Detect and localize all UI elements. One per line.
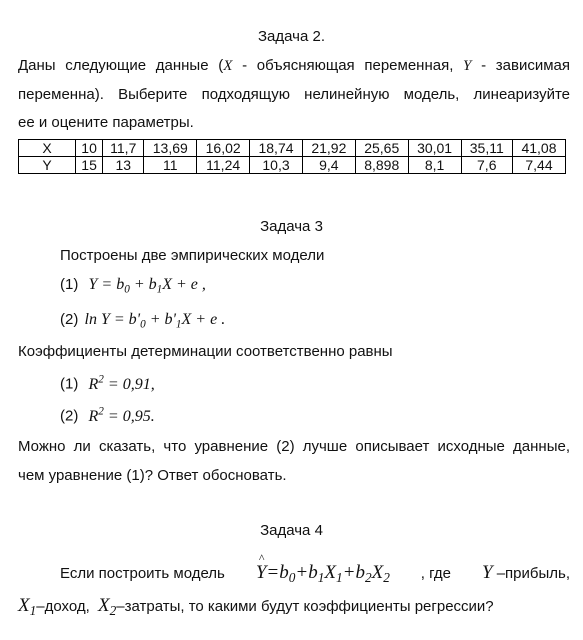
table-cell: 11 bbox=[144, 157, 197, 174]
table-cell: 7,6 bbox=[461, 157, 512, 174]
task4-line2: $X_1$–доход, $X_2$–затраты, то какими будут коэффициенты регрессии? bbox=[18, 595, 494, 618]
row-label: Y bbox=[19, 157, 76, 174]
task3-intro: Построены две эмпирических модели bbox=[60, 247, 325, 264]
task2-line1: Даны следующие данные (X - объясняющая переменная, Y - зависимая bbox=[18, 57, 570, 74]
task3-question-1: Можно ли сказать, что уравнение (2) лучше описывает исходные данные, bbox=[18, 438, 570, 455]
table-cell: 10,3 bbox=[250, 157, 303, 174]
table-cell: 11,24 bbox=[197, 157, 250, 174]
table-cell: 13,69 bbox=[144, 140, 197, 157]
table-cell: 30,01 bbox=[408, 140, 461, 157]
task4-line1: Если построить модель ^ $Y=b_0+b_1X_1+b_2X_2$ , где Y –прибыль, bbox=[60, 562, 570, 586]
table-cell: 25,65 bbox=[355, 140, 408, 157]
task2-line2: переменна). Выберите подходящую нелинейную модель, линеаризуйте bbox=[18, 86, 570, 103]
table-cell: 11,7 bbox=[103, 140, 144, 157]
table-cell: 8,1 bbox=[408, 157, 461, 174]
table-cell: 10 bbox=[76, 140, 103, 157]
model-equation: ^ $Y=b_0+b_1X_1+b_2X_2$ bbox=[256, 562, 390, 586]
table-cell: 35,11 bbox=[461, 140, 512, 157]
table-row bbox=[19, 157, 566, 174]
model1: (1) $Y = b_0 + b_1X + e$ , bbox=[60, 276, 206, 296]
table-cell: 9,4 bbox=[302, 157, 355, 174]
table-cell: 18,74 bbox=[250, 140, 303, 157]
model1-equation: $Y = b_0 + b_1X + e$ , bbox=[88, 276, 206, 296]
task2-line3: ее и оцените параметры. bbox=[18, 114, 194, 131]
table-cell: 16,02 bbox=[197, 140, 250, 157]
r2-value: $R^2 = 0,95$. bbox=[88, 405, 155, 425]
table-row bbox=[19, 140, 566, 157]
r1-value: $R^2 = 0,91$, bbox=[88, 373, 155, 393]
table-cell: 8,898 bbox=[355, 157, 408, 174]
r-squared-1: (1) $R^2 = 0,91$, bbox=[60, 373, 155, 393]
table-cell: 15 bbox=[76, 157, 103, 174]
task2-title: Задача 2. bbox=[257, 28, 325, 45]
table-cell: 21,92 bbox=[302, 140, 355, 157]
var-y: Y bbox=[463, 58, 472, 74]
table-cell: 41,08 bbox=[513, 140, 566, 157]
coef-text: Коэффициенты детерминации соответственно равны bbox=[18, 343, 393, 360]
r-squared-2: (2) $R^2 = 0,95$. bbox=[60, 405, 155, 425]
table-cell: 7,44 bbox=[513, 157, 566, 174]
task4-title: Задача 4 bbox=[260, 522, 323, 539]
row-label: X bbox=[19, 140, 76, 157]
task3-title: Задача 3 bbox=[260, 218, 323, 235]
var-x: X bbox=[223, 58, 233, 74]
model2-equation: $\ln Y = b'_0 + b'_1X + e$ . bbox=[84, 311, 226, 331]
table-cell: 13 bbox=[103, 157, 144, 174]
data-table bbox=[18, 139, 566, 174]
model2: (2) $\ln Y = b'_0 + b'_1X + e$ . bbox=[60, 311, 226, 331]
task3-question-2: чем уравнение (1)? Ответ обосновать. bbox=[18, 467, 287, 484]
